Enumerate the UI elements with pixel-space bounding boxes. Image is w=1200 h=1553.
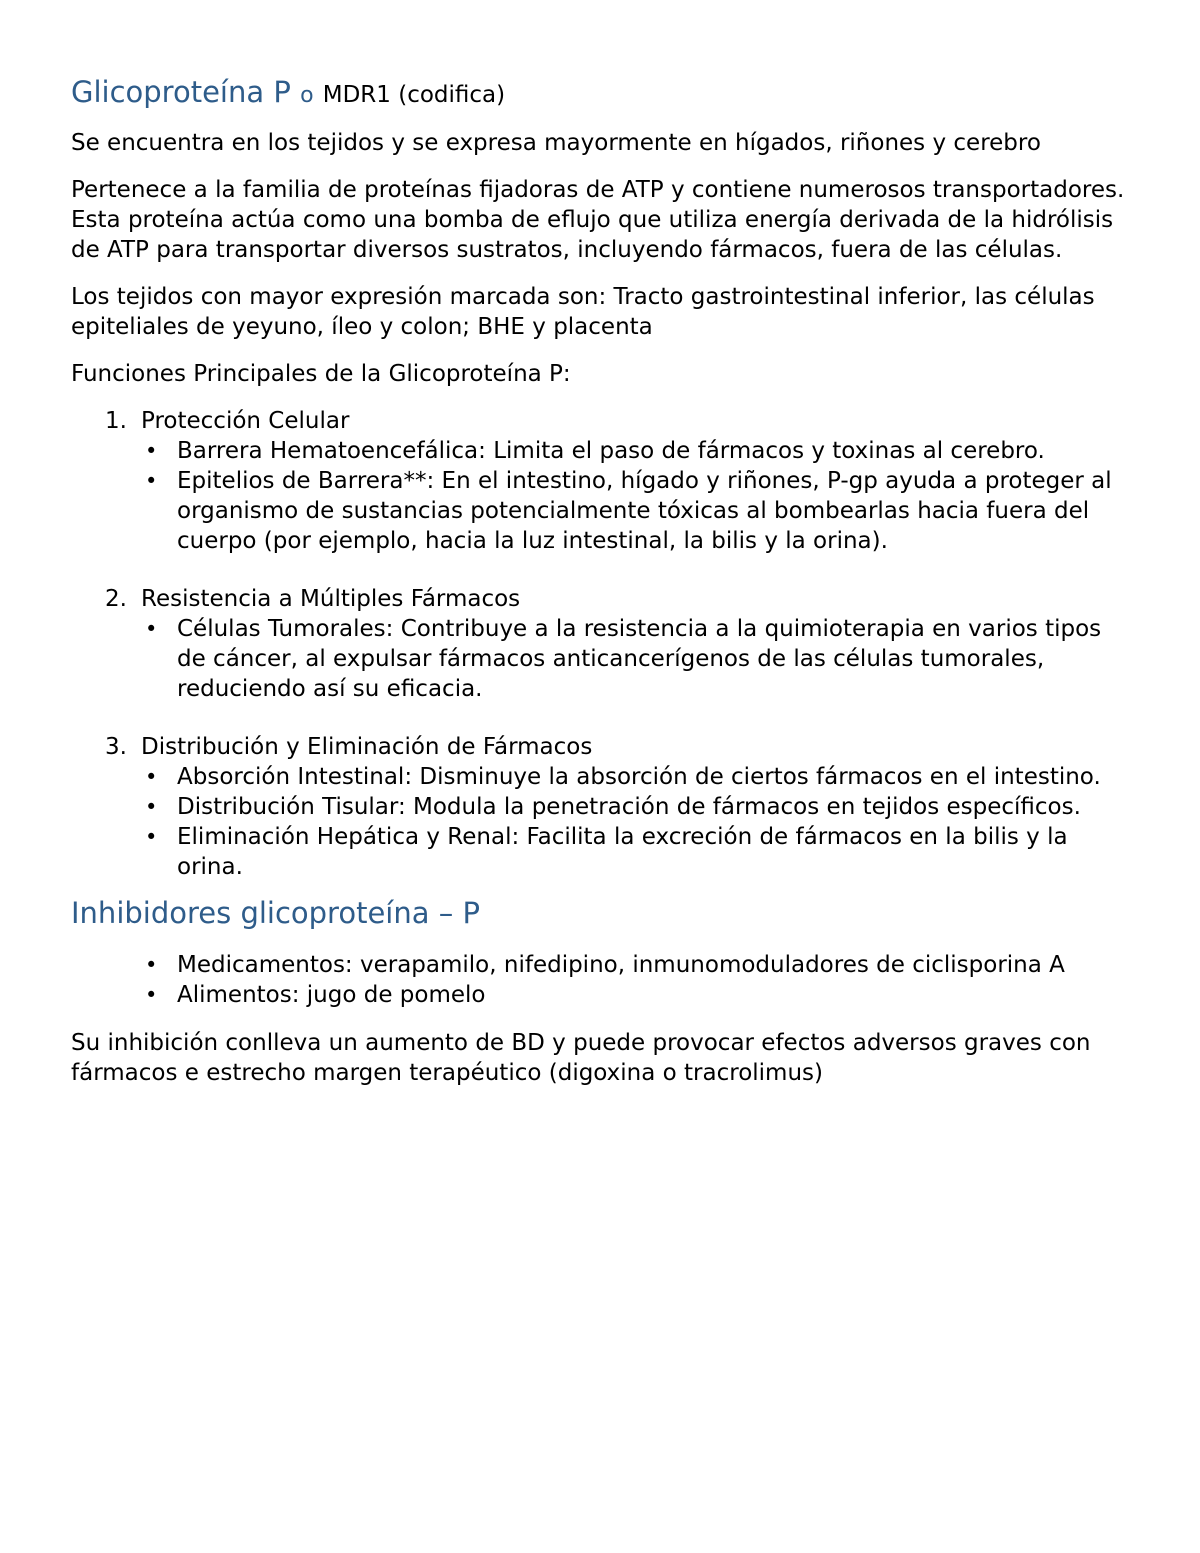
paragraph-location: Se encuentra en los tejidos y se expresa mayormente en hígados, riñones y cerebro xyxy=(71,130,1041,156)
function-title: Protección Celular xyxy=(141,408,350,434)
function-item xyxy=(105,406,1130,556)
paragraph-functions-intro: Funciones Principales de la Glicoproteína P: xyxy=(71,361,571,387)
function-sublist xyxy=(141,436,1130,556)
list-item: • Alimentos: jugo de pomelo xyxy=(177,980,1130,1010)
list-item: • Barrera Hematoencefálica: Limita el paso de fármacos y toxinas al cerebro. xyxy=(177,436,1130,466)
function-sublist xyxy=(141,614,1130,704)
title-main: Glicoproteína P xyxy=(71,75,291,109)
list-item: • Eliminación Hepática y Renal: Facilita la excreción de fármacos en la bilis y la orina. xyxy=(177,822,1130,882)
function-title: Resistencia a Múltiples Fármacos xyxy=(141,586,521,612)
page-title xyxy=(71,74,1130,114)
function-number: 2. xyxy=(105,586,127,612)
function-item xyxy=(105,584,1130,704)
paragraph-conclusion: Su inhibición conlleva un aumento de BD y puede provocar efectos adversos graves con fármacos e estrecho margen terapéutico (digoxina o tracrolimus) xyxy=(71,1030,1091,1086)
paragraph-tissues: Los tejidos con mayor expresión marcada son: Tracto gastrointestinal inferior, las células epiteliales de yeyuno, íleo y colon; BHE y placenta xyxy=(71,284,1095,340)
title-subtitle: MDR1 (codifica) xyxy=(322,82,506,108)
function-sublist xyxy=(141,762,1130,882)
paragraph-family: Pertenece a la familia de proteínas fijadoras de ATP y contiene numerosos transportadores. Esta proteína actúa como una bomba de eflujo que utiliza energía derivada de la hidrólisis de ATP para transportar diversos sustratos, incluyendo fármacos, fuera de las células. xyxy=(71,177,1125,263)
list-item: • Absorción Intestinal: Disminuye la absorción de ciertos fármacos en el intestino. xyxy=(177,762,1130,792)
list-item: • Epitelios de Barrera**: En el intestino, hígado y riñones, P-gp ayuda a proteger al organismo de sustancias potencialmente tóxicas al bombearlas hacia fuera del cuerpo (por ejemplo, hacia la luz intestinal, la bilis y la orina). xyxy=(177,466,1130,556)
function-number: 1. xyxy=(105,408,127,434)
list-item: • Medicamentos: verapamilo, nifedipino, inmunomoduladores de ciclisporina A xyxy=(177,950,1130,980)
inhibitors-heading: Inhibidores glicoproteína – P xyxy=(71,896,480,930)
list-item: • Distribución Tisular: Modula la penetración de fármacos en tejidos específicos. xyxy=(177,792,1130,822)
functions-list xyxy=(71,406,1130,882)
function-title: Distribución y Eliminación de Fármacos xyxy=(141,734,593,760)
function-item xyxy=(105,732,1130,882)
title-connector: o xyxy=(300,83,314,108)
inhibitors-list xyxy=(71,950,1130,1010)
list-item: • Células Tumorales: Contribuye a la resistencia a la quimioterapia en varios tipos de cáncer, al expulsar fármacos anticancerígenos de las células tumorales, reduciendo así su eficacia. xyxy=(177,614,1130,704)
function-number: 3. xyxy=(105,734,127,760)
